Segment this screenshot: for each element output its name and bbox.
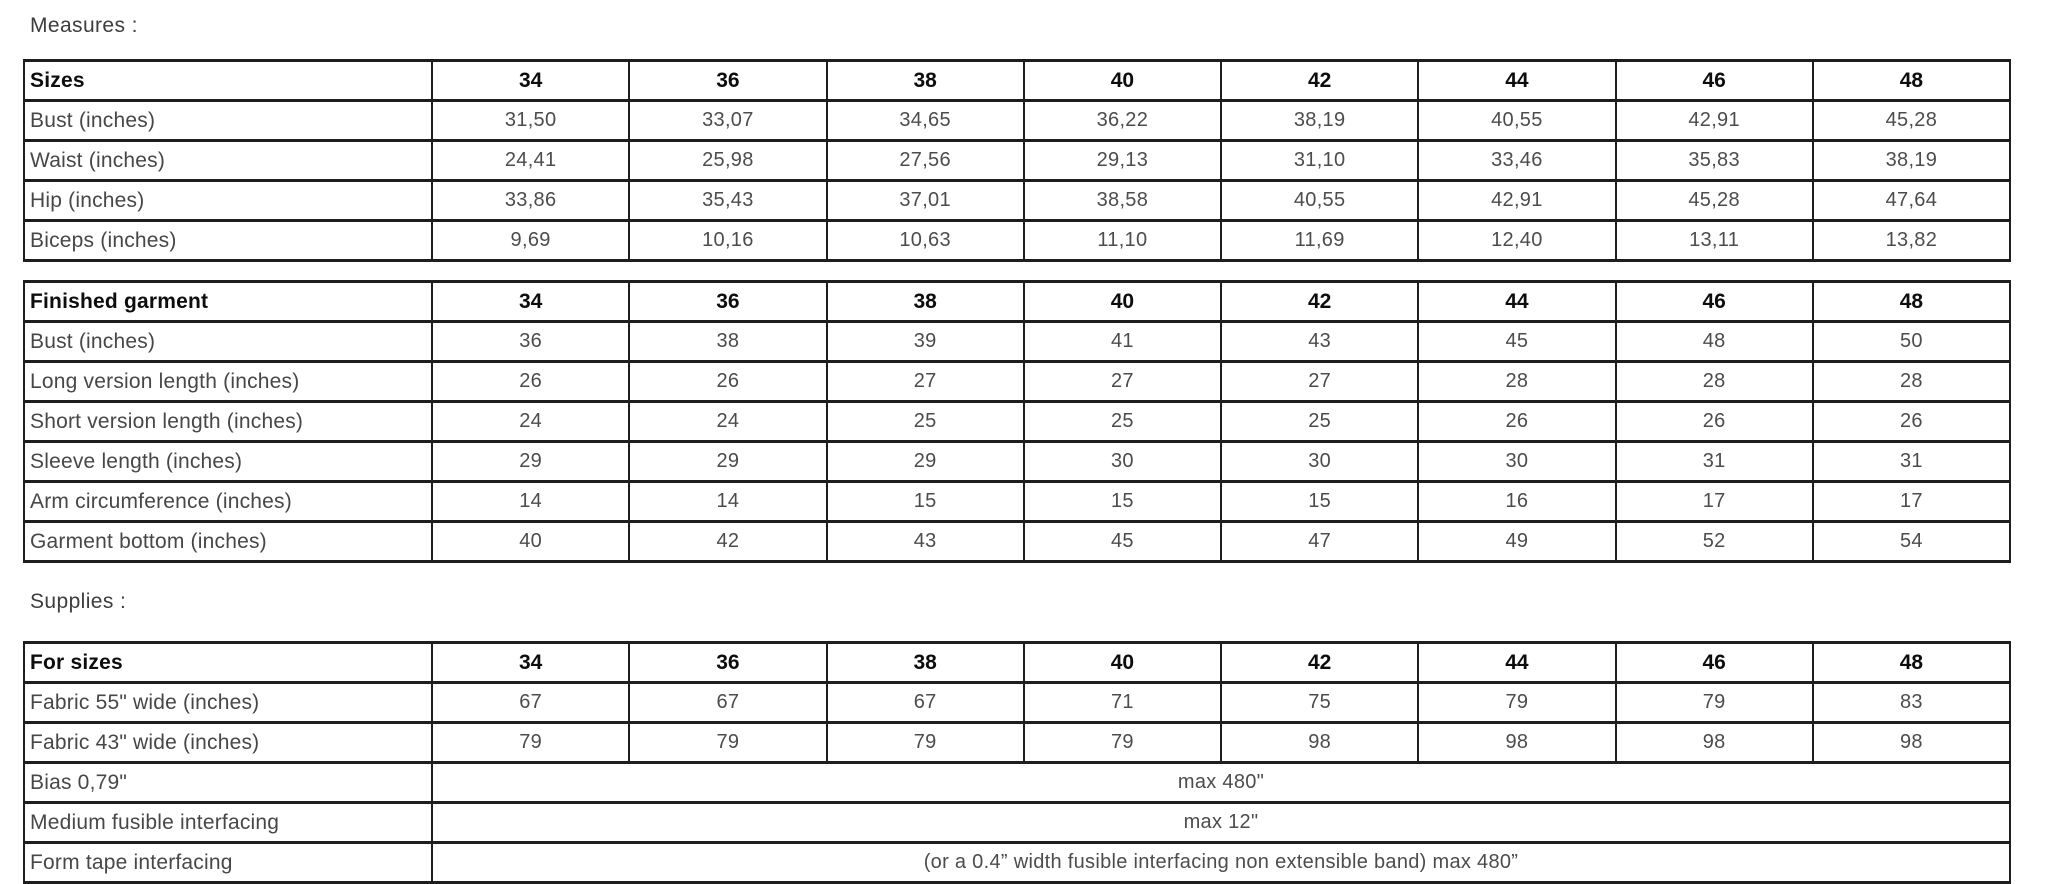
value-cell: 47 bbox=[1221, 522, 1418, 562]
row-label-cell: Hip (inches) bbox=[24, 181, 432, 221]
value-cell: 16 bbox=[1418, 482, 1615, 522]
size-header-44: 44 bbox=[1418, 643, 1615, 683]
measures-heading: Measures : bbox=[30, 14, 138, 37]
value-cell: 10,16 bbox=[629, 221, 826, 261]
value-cell: 79 bbox=[1616, 683, 1813, 723]
row-label-cell: Medium fusible interfacing bbox=[24, 803, 432, 843]
supplies-row-1 bbox=[24, 723, 2010, 763]
row-label-cell: Sleeve length (inches) bbox=[24, 442, 432, 482]
value-cell: 28 bbox=[1616, 362, 1813, 402]
value-cell: 25,98 bbox=[629, 141, 826, 181]
value-cell: 37,01 bbox=[827, 181, 1024, 221]
value-cell: 28 bbox=[1813, 362, 2010, 402]
value-cell: 15 bbox=[1221, 482, 1418, 522]
value-cell: 40,55 bbox=[1418, 101, 1615, 141]
measures-row-2 bbox=[24, 181, 2010, 221]
row-label-cell: Fabric 55" wide (inches) bbox=[24, 683, 432, 723]
value-cell: 79 bbox=[432, 723, 629, 763]
value-cell: 29 bbox=[432, 442, 629, 482]
size-header-34: 34 bbox=[432, 643, 629, 683]
row-label-cell: Bust (inches) bbox=[24, 322, 432, 362]
finished-row-0 bbox=[24, 322, 2010, 362]
value-cell: 13,11 bbox=[1616, 221, 1813, 261]
finished-row-1 bbox=[24, 362, 2010, 402]
value-cell: 30 bbox=[1418, 442, 1615, 482]
value-cell: 27 bbox=[827, 362, 1024, 402]
value-cell: 33,46 bbox=[1418, 141, 1615, 181]
size-header-46: 46 bbox=[1616, 61, 1813, 101]
value-cell: 38 bbox=[629, 322, 826, 362]
value-cell: 98 bbox=[1221, 723, 1418, 763]
measures-table bbox=[23, 59, 2011, 262]
value-cell: 29 bbox=[827, 442, 1024, 482]
supplies-header-row bbox=[24, 643, 2010, 683]
measures-header-row bbox=[24, 61, 2010, 101]
supplies-table bbox=[23, 641, 2011, 884]
measures-row-3 bbox=[24, 221, 2010, 261]
size-header-46: 46 bbox=[1616, 282, 1813, 322]
value-cell: 45,28 bbox=[1813, 101, 2010, 141]
value-cell: 43 bbox=[1221, 322, 1418, 362]
value-cell: 75 bbox=[1221, 683, 1418, 723]
value-cell: 98 bbox=[1616, 723, 1813, 763]
span-value-cell: (or a 0.4” width fusible interfacing non extensible band) max 480” bbox=[432, 843, 2010, 883]
value-cell: 26 bbox=[1813, 402, 2010, 442]
value-cell: 26 bbox=[629, 362, 826, 402]
span-value-cell: max 480" bbox=[432, 763, 2010, 803]
size-header-44: 44 bbox=[1418, 61, 1615, 101]
row-label-cell: Bias 0,79" bbox=[24, 763, 432, 803]
row-label-cell: Waist (inches) bbox=[24, 141, 432, 181]
size-header-34: 34 bbox=[432, 61, 629, 101]
value-cell: 25 bbox=[1024, 402, 1221, 442]
row-label-cell: Arm circumference (inches) bbox=[24, 482, 432, 522]
value-cell: 24 bbox=[629, 402, 826, 442]
value-cell: 50 bbox=[1813, 322, 2010, 362]
value-cell: 26 bbox=[1418, 402, 1615, 442]
row-label-cell: Form tape interfacing bbox=[24, 843, 432, 883]
value-cell: 31,50 bbox=[432, 101, 629, 141]
value-cell: 24 bbox=[432, 402, 629, 442]
measures-row-0 bbox=[24, 101, 2010, 141]
value-cell: 13,82 bbox=[1813, 221, 2010, 261]
value-cell: 83 bbox=[1813, 683, 2010, 723]
value-cell: 54 bbox=[1813, 522, 2010, 562]
value-cell: 29,13 bbox=[1024, 141, 1221, 181]
value-cell: 42,91 bbox=[1418, 181, 1615, 221]
value-cell: 28 bbox=[1418, 362, 1615, 402]
value-cell: 26 bbox=[432, 362, 629, 402]
finished-row-5 bbox=[24, 522, 2010, 562]
measures-header-label: Sizes bbox=[24, 61, 432, 101]
size-header-48: 48 bbox=[1813, 643, 2010, 683]
value-cell: 38,19 bbox=[1813, 141, 2010, 181]
value-cell: 71 bbox=[1024, 683, 1221, 723]
value-cell: 43 bbox=[827, 522, 1024, 562]
value-cell: 31 bbox=[1813, 442, 2010, 482]
size-header-38: 38 bbox=[827, 643, 1024, 683]
value-cell: 35,83 bbox=[1616, 141, 1813, 181]
value-cell: 24,41 bbox=[432, 141, 629, 181]
value-cell: 15 bbox=[1024, 482, 1221, 522]
value-cell: 15 bbox=[827, 482, 1024, 522]
value-cell: 67 bbox=[629, 683, 826, 723]
value-cell: 36,22 bbox=[1024, 101, 1221, 141]
value-cell: 17 bbox=[1616, 482, 1813, 522]
value-cell: 9,69 bbox=[432, 221, 629, 261]
measures-row-1 bbox=[24, 141, 2010, 181]
value-cell: 34,65 bbox=[827, 101, 1024, 141]
value-cell: 48 bbox=[1616, 322, 1813, 362]
size-header-36: 36 bbox=[629, 643, 826, 683]
size-header-42: 42 bbox=[1221, 61, 1418, 101]
value-cell: 67 bbox=[827, 683, 1024, 723]
size-header-40: 40 bbox=[1024, 643, 1221, 683]
row-label-cell: Garment bottom (inches) bbox=[24, 522, 432, 562]
value-cell: 30 bbox=[1221, 442, 1418, 482]
value-cell: 14 bbox=[432, 482, 629, 522]
finished-row-2 bbox=[24, 402, 2010, 442]
supplies-row-3 bbox=[24, 803, 2010, 843]
value-cell: 35,43 bbox=[629, 181, 826, 221]
value-cell: 11,10 bbox=[1024, 221, 1221, 261]
value-cell: 42,91 bbox=[1616, 101, 1813, 141]
value-cell: 29 bbox=[629, 442, 826, 482]
value-cell: 12,40 bbox=[1418, 221, 1615, 261]
value-cell: 31 bbox=[1616, 442, 1813, 482]
size-header-42: 42 bbox=[1221, 282, 1418, 322]
span-value-cell: max 12" bbox=[432, 803, 2010, 843]
finished-row-3 bbox=[24, 442, 2010, 482]
size-header-34: 34 bbox=[432, 282, 629, 322]
supplies-heading: Supplies : bbox=[30, 590, 127, 613]
size-header-48: 48 bbox=[1813, 61, 2010, 101]
row-label-cell: Short version length (inches) bbox=[24, 402, 432, 442]
value-cell: 79 bbox=[827, 723, 1024, 763]
size-header-48: 48 bbox=[1813, 282, 2010, 322]
value-cell: 79 bbox=[629, 723, 826, 763]
size-header-42: 42 bbox=[1221, 643, 1418, 683]
value-cell: 31,10 bbox=[1221, 141, 1418, 181]
finished-row-4 bbox=[24, 482, 2010, 522]
size-header-44: 44 bbox=[1418, 282, 1615, 322]
value-cell: 17 bbox=[1813, 482, 2010, 522]
row-label-cell: Biceps (inches) bbox=[24, 221, 432, 261]
value-cell: 26 bbox=[1616, 402, 1813, 442]
size-header-40: 40 bbox=[1024, 282, 1221, 322]
supplies-row-0 bbox=[24, 683, 2010, 723]
size-header-46: 46 bbox=[1616, 643, 1813, 683]
value-cell: 25 bbox=[827, 402, 1024, 442]
value-cell: 98 bbox=[1418, 723, 1615, 763]
value-cell: 38,58 bbox=[1024, 181, 1221, 221]
finished-header-row bbox=[24, 282, 2010, 322]
value-cell: 38,19 bbox=[1221, 101, 1418, 141]
size-header-38: 38 bbox=[827, 61, 1024, 101]
value-cell: 40 bbox=[432, 522, 629, 562]
value-cell: 14 bbox=[629, 482, 826, 522]
supplies-row-2 bbox=[24, 763, 2010, 803]
value-cell: 47,64 bbox=[1813, 181, 2010, 221]
value-cell: 79 bbox=[1418, 683, 1615, 723]
value-cell: 11,69 bbox=[1221, 221, 1418, 261]
value-cell: 27 bbox=[1221, 362, 1418, 402]
row-label-cell: Fabric 43" wide (inches) bbox=[24, 723, 432, 763]
value-cell: 79 bbox=[1024, 723, 1221, 763]
size-header-40: 40 bbox=[1024, 61, 1221, 101]
finished-garment-table bbox=[23, 280, 2011, 563]
row-label-cell: Long version length (inches) bbox=[24, 362, 432, 402]
finished-header-label: Finished garment bbox=[24, 282, 432, 322]
value-cell: 49 bbox=[1418, 522, 1615, 562]
value-cell: 39 bbox=[827, 322, 1024, 362]
supplies-header-label: For sizes bbox=[24, 643, 432, 683]
value-cell: 52 bbox=[1616, 522, 1813, 562]
value-cell: 40,55 bbox=[1221, 181, 1418, 221]
value-cell: 67 bbox=[432, 683, 629, 723]
value-cell: 98 bbox=[1813, 723, 2010, 763]
row-label-cell: Bust (inches) bbox=[24, 101, 432, 141]
size-header-36: 36 bbox=[629, 282, 826, 322]
value-cell: 45,28 bbox=[1616, 181, 1813, 221]
size-header-38: 38 bbox=[827, 282, 1024, 322]
size-header-36: 36 bbox=[629, 61, 826, 101]
value-cell: 27,56 bbox=[827, 141, 1024, 181]
value-cell: 45 bbox=[1418, 322, 1615, 362]
value-cell: 33,07 bbox=[629, 101, 826, 141]
value-cell: 41 bbox=[1024, 322, 1221, 362]
value-cell: 27 bbox=[1024, 362, 1221, 402]
value-cell: 33,86 bbox=[432, 181, 629, 221]
value-cell: 10,63 bbox=[827, 221, 1024, 261]
value-cell: 45 bbox=[1024, 522, 1221, 562]
value-cell: 30 bbox=[1024, 442, 1221, 482]
value-cell: 25 bbox=[1221, 402, 1418, 442]
value-cell: 36 bbox=[432, 322, 629, 362]
value-cell: 42 bbox=[629, 522, 826, 562]
